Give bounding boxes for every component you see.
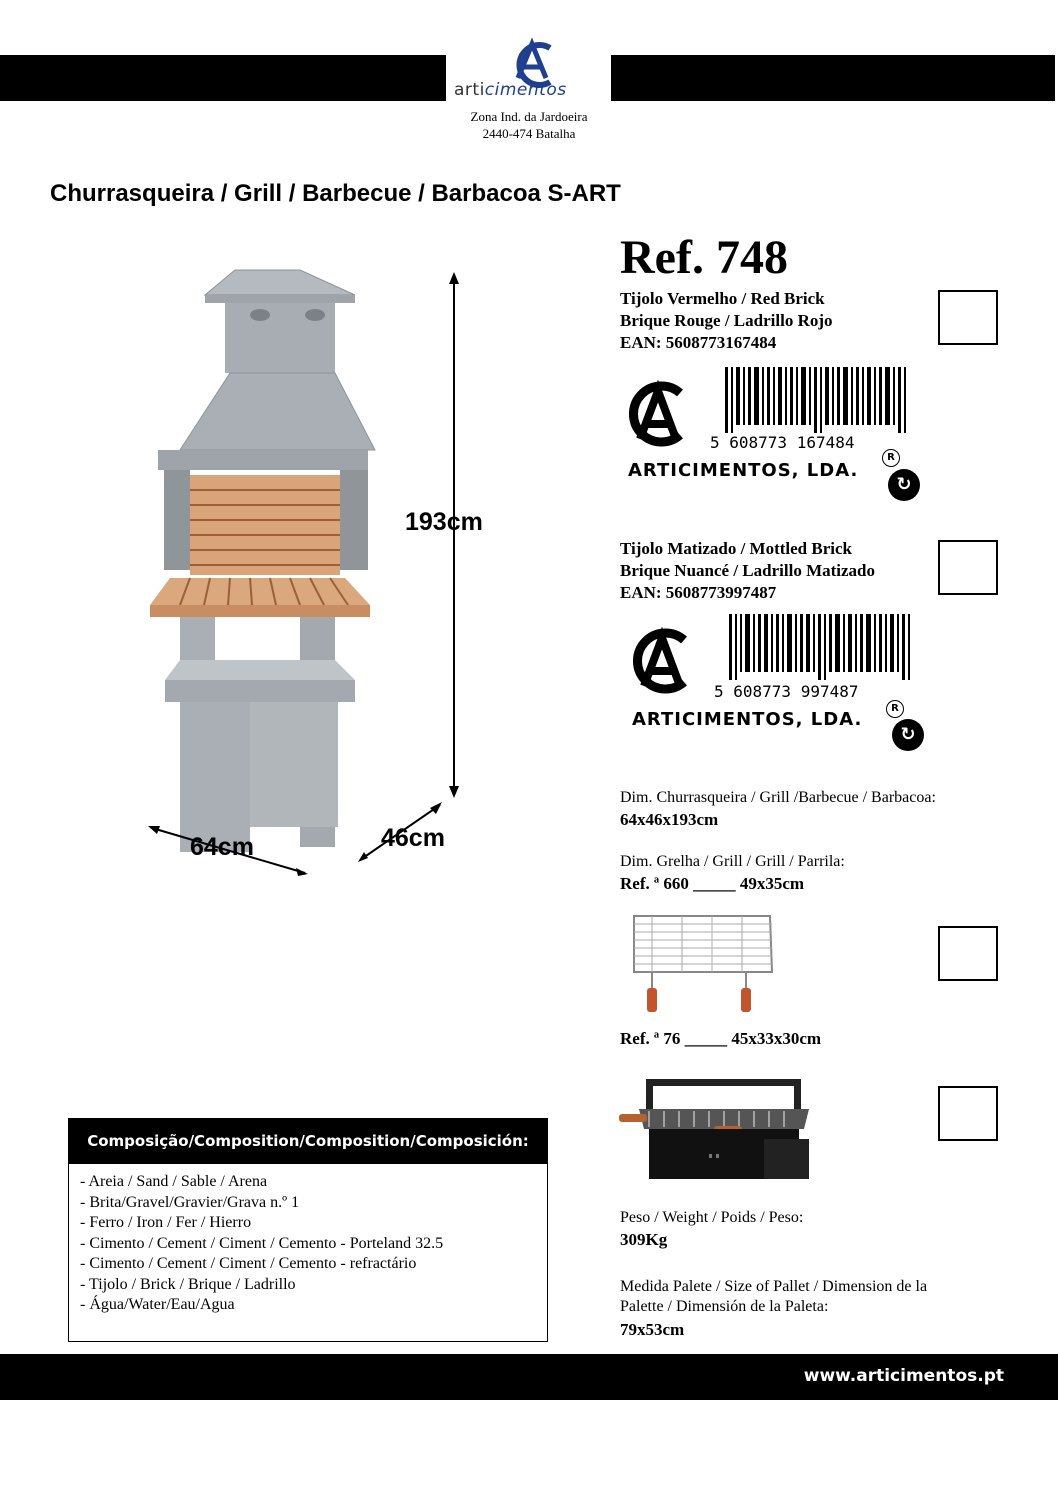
brand-logo [452,36,608,104]
list-item: - Areia / Sand / Sable / Arena [80,1173,268,1190]
list-item: - Brita/Gravel/Gravier/Grava n.º 1 [80,1193,300,1211]
grill-dim-label: Dim. Churrasqueira / Grill /Barbecue / Barbacoa: [620,789,936,806]
brand-prefix: arti [454,80,485,100]
variant-2-ean: EAN: 5608773997487 [620,583,777,602]
address-line1: Zona Ind. da Jardoeira [470,109,588,124]
list-item: - Água/Water/Eau/Agua [80,1296,235,1313]
variant-2-line1: Tijolo Matizado / Mottled Brick [620,539,852,558]
registered-mark-icon: R [882,449,900,467]
grill-box-image [614,1074,814,1184]
variant-1-brand-label: ARTICIMENTOS, LDA. [628,460,859,481]
box-ref: Ref. ª 76 _____ 45x33x30cm [620,1029,822,1048]
brand-name [454,80,567,100]
barcode [723,367,913,433]
header-bar-left [0,55,446,101]
brand-suffix: cimentos [484,80,567,100]
grate-checkbox[interactable] [938,926,998,981]
weight-value: 309Kg [620,1230,668,1249]
variant-1-checkbox[interactable] [938,290,998,345]
registered-mark-icon: R [886,700,904,718]
height-label: 193cm [405,508,483,536]
articimentos-logo-icon [626,626,696,696]
footer-url[interactable]: www.articimentos.pt [803,1366,1004,1386]
width-label: 64cm [190,833,254,861]
variant-1-label [620,365,930,505]
pallet-label-line2: Palette / Dimensión de la Paleta: [620,1298,829,1315]
page-title: Churrasqueira / Grill / Barbecue / Barbacoa S-ART [50,180,621,207]
pallet-value: 79x53cm [620,1320,685,1339]
weight-label: Peso / Weight / Poids / Peso: [620,1209,804,1226]
grate-dim-label: Dim. Grelha / Grill / Grill / Parrila: [620,853,845,870]
dimension-arrows [140,270,470,890]
articimentos-logo-icon [622,379,692,449]
pallet-label [620,1277,927,1317]
list-item: - Tijolo / Brick / Brique / Ladrillo [80,1275,296,1293]
grate-image [622,912,777,1014]
address-line2: 2440-474 Batalha [482,126,576,141]
composition-list [69,1164,547,1316]
address [429,108,629,142]
list-item: - Ferro / Iron / Fer / Hierro [80,1214,252,1231]
grill-box-checkbox[interactable] [938,1086,998,1141]
composition-heading: Composição/Composition/Composition/Composición: [68,1118,548,1164]
variant-1-ean: EAN: 5608773167484 [620,333,777,352]
variant-1-barcode-digits: 5 608773 167484 [710,433,855,452]
variant-2-brand-label: ARTICIMENTOS, LDA. [632,709,863,730]
grill-dim-value: 64x46x193cm [620,810,719,829]
list-item: - Cimento / Cement / Ciment / Cemento - refractário [80,1255,417,1272]
variant-2-label [624,612,934,752]
reference-number: Ref. 748 [620,231,788,284]
barcode [727,614,917,680]
footer-bar [0,1354,1058,1400]
depth-label: 46cm [381,824,445,852]
pallet-label-line1: Medida Palete / Size of Pallet / Dimension de la [620,1278,928,1295]
variant-2-barcode-digits: 5 608773 997487 [714,682,859,701]
recycle-icon: ↻ [892,719,924,751]
grate-ref: Ref. ª 660 _____ 49x35cm [620,874,805,893]
variant-2-text [620,538,875,604]
recycle-icon: ↻ [888,469,920,501]
variant-1-line2: Brique Rouge / Ladrillo Rojo [620,311,833,330]
header-bar-right [611,55,1055,101]
composition-box [68,1164,548,1342]
variant-2-checkbox[interactable] [938,540,998,595]
list-item: - Cimento / Cement / Ciment / Cemento - Porteland 32.5 [80,1234,444,1252]
variant-2-line2: Brique Nuancé / Ladrillo Matizado [620,561,875,580]
variant-1-text [620,288,833,354]
variant-1-line1: Tijolo Vermelho / Red Brick [620,289,825,308]
